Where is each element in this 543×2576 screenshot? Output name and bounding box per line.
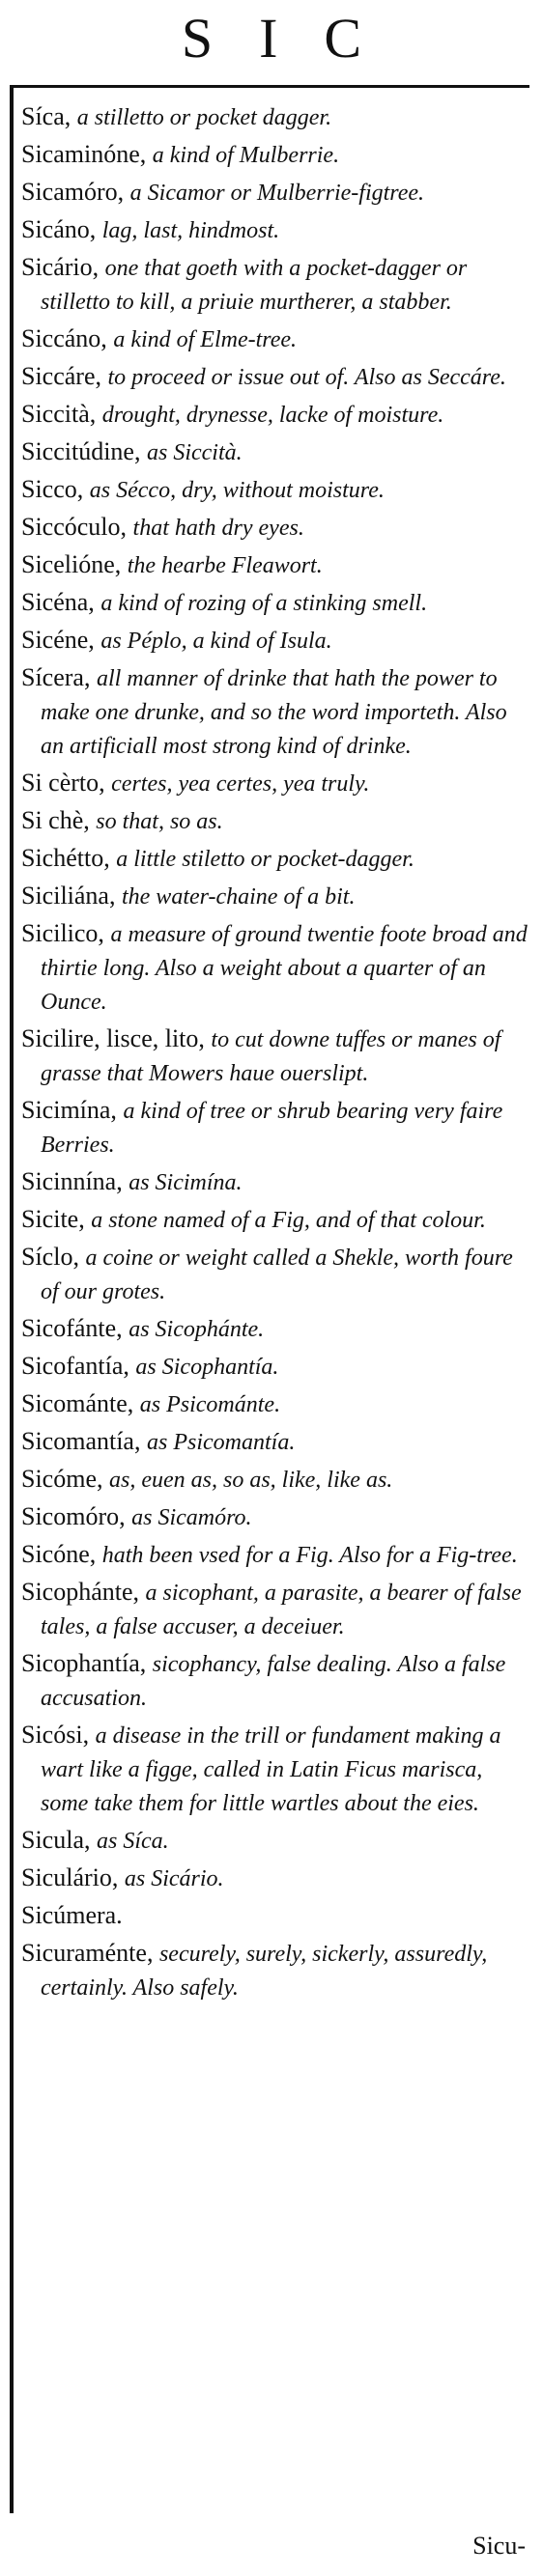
entry-headword: Sicósi, [21, 1721, 90, 1749]
dictionary-entry [21, 1022, 529, 1090]
entry-definition: as Sicamóro. [131, 1505, 252, 1530]
entry-definition: a kind of Mulberrie. [152, 143, 340, 168]
dictionary-entry [21, 880, 529, 913]
entry-definition: the water-chaine of a bit. [121, 884, 356, 910]
entry-definition: a disease in the trill or fundament making a wart like a figge, called in Latin Ficus marisca, some take them for little wartles about the eies. [41, 1723, 501, 1816]
entry-definition: drought, drynesse, lacke of moisture. [101, 403, 444, 428]
entry-headword: Sicéne, [21, 626, 95, 654]
entry-headword: Sicimína, [21, 1096, 117, 1124]
dictionary-entry [21, 398, 529, 432]
entry-definition: as Sicophánte. [129, 1317, 265, 1342]
entry-headword: Sicuraménte, [21, 1939, 154, 1967]
entry-headword: Siciliána, [21, 882, 116, 910]
dictionary-entry [21, 1824, 529, 1858]
entry-headword: Sicula, [21, 1826, 91, 1854]
catchword: Sicu- [472, 2532, 526, 2560]
entry-headword: Si cèrto, [21, 769, 105, 797]
entry-definition: a kind of rozing of a stinking smell. [100, 591, 428, 616]
entry-headword: Sicinnína, [21, 1167, 123, 1195]
dictionary-entry [21, 1647, 529, 1715]
entry-headword: Sícera, [21, 663, 91, 691]
entry-definition: a sicophant, a parasite, a bearer of false tales, a false accuser, a deceiuer. [41, 1581, 522, 1639]
dictionary-entry [21, 661, 529, 763]
entry-headword: Sicamóro, [21, 178, 125, 206]
entry-definition: as Siccità. [146, 440, 243, 465]
entry-definition: as Sicimína. [129, 1170, 243, 1195]
header-rule [10, 85, 529, 88]
entry-definition: as Péplo, a kind of Isula. [100, 629, 332, 654]
entry-definition: as Psicománte. [139, 1392, 281, 1417]
entry-headword: Sicophantía, [21, 1649, 147, 1677]
dictionary-entry [21, 586, 529, 620]
entry-headword: Sicite, [21, 1205, 85, 1233]
entry-definition: to cut downe tuffes or manes of grasse that Mowers haue ouerslipt. [41, 1027, 501, 1086]
left-frame-rule [10, 85, 14, 2513]
entry-definition: as Sicophantía. [135, 1355, 279, 1380]
entry-definition: one that goeth with a pocket-dagger or stilletto to kill, a priuie murtherer, a stabber. [41, 256, 468, 315]
entry-headword: Síca, [21, 102, 71, 130]
entry-definition: sicophancy, false dealing. Also a false accusation. [41, 1652, 506, 1711]
entry-definition: so that, so as. [96, 809, 223, 834]
entry-definition: a measure of ground twentie foote broad and thirtie long. Also a weight about a quarter of an Ounce. [41, 922, 528, 1015]
entry-headword: Siccità, [21, 400, 97, 428]
dictionary-entry [21, 473, 529, 507]
entry-headword: Sichétto, [21, 844, 110, 872]
dictionary-entry [21, 176, 529, 210]
entry-headword: Sicáno, [21, 215, 97, 243]
entry-definition: as Sicário. [124, 1866, 224, 1891]
running-head: SIC [181, 7, 409, 70]
entry-list [21, 100, 529, 2008]
entry-headword: Sicóne, [21, 1540, 97, 1568]
dictionary-entry [21, 1094, 529, 1162]
dictionary-entry [21, 1463, 529, 1497]
entry-definition: a little stiletto or pocket-dagger. [116, 847, 414, 872]
entry-headword: Sicelióne, [21, 550, 122, 578]
dictionary-entry [21, 1387, 529, 1421]
entry-headword: Sicóme, [21, 1465, 103, 1493]
entry-definition: to proceed or issue out of. Also as Seccáre. [107, 365, 506, 390]
dictionary-entry [21, 1350, 529, 1384]
dictionary-entry [21, 511, 529, 545]
entry-definition: all manner of drinke that hath the power to make one drunke, and so the word importeth. Also an artificiall most strong kind of drinke. [41, 666, 507, 759]
dictionary-entry [21, 1203, 529, 1237]
entry-headword: Sicúmera. [21, 1901, 123, 1929]
entry-definition: a stone named of a Fig, and of that colour. [91, 1208, 486, 1233]
entry-headword: Sicaminóne, [21, 140, 147, 168]
entry-definition: the hearbe Fleawort. [127, 553, 323, 578]
dictionary-entry [21, 1576, 529, 1643]
entry-definition: that hath dry eyes. [132, 516, 304, 541]
entry-headword: Sicéna, [21, 588, 95, 616]
entry-headword: Sicilire, lisce, lito, [21, 1024, 205, 1052]
dictionary-entry [21, 213, 529, 247]
entry-definition: lag, last, hindmost. [101, 218, 280, 243]
entry-definition: a stilletto or pocket dagger. [76, 105, 332, 130]
entry-definition: certes, yea certes, yea truly. [111, 771, 370, 797]
dictionary-entry [21, 435, 529, 469]
dictionary-entry [21, 100, 529, 134]
dictionary-entry [21, 767, 529, 800]
entry-headword: Siculário, [21, 1863, 119, 1891]
dictionary-entry [21, 1241, 529, 1308]
entry-definition: a Sicamor or Mulberrie-figtree. [129, 181, 425, 206]
dictionary-entry [21, 322, 529, 356]
dictionary-entry [21, 1165, 529, 1199]
entry-definition: a kind of Elme-tree. [113, 327, 298, 352]
dictionary-entry [21, 842, 529, 876]
entry-definition: securely, surely, sickerly, assuredly, certainly. Also safely. [41, 1942, 488, 2001]
entry-headword: Sicofantía, [21, 1352, 129, 1380]
dictionary-entry [21, 1312, 529, 1346]
dictionary-entry [21, 917, 529, 1019]
dictionary-entry [21, 548, 529, 582]
entry-definition: as Psicomantía. [146, 1430, 296, 1455]
dictionary-entry [21, 1862, 529, 1895]
entry-definition: a kind of tree or shrub bearing very faire Berries. [41, 1099, 503, 1158]
entry-headword: Sicomóro, [21, 1502, 126, 1530]
entry-headword: Siccitúdine, [21, 437, 141, 465]
entry-headword: Sicophánte, [21, 1578, 140, 1606]
entry-headword: Si chè, [21, 806, 90, 834]
dictionary-entry [21, 138, 529, 172]
dictionary-entry [21, 1937, 529, 2004]
entry-headword: Siccáno, [21, 324, 107, 352]
entry-definition: a coine or weight called a Shekle, worth foure of our grotes. [41, 1246, 513, 1304]
entry-definition: as Síca. [97, 1829, 169, 1854]
entry-headword: Siccóculo, [21, 513, 128, 541]
entry-headword: Siccáre, [21, 362, 102, 390]
entry-headword: Sicário, [21, 253, 100, 281]
entry-headword: Síclo, [21, 1243, 79, 1271]
entry-definition: as Sécco, dry, without moisture. [89, 478, 385, 503]
entry-definition: as, euen as, so as, like, like as. [109, 1468, 393, 1493]
entry-headword: Sicilico, [21, 919, 104, 947]
entry-definition: hath been vsed for a Fig. Also for a Fig-tree. [101, 1543, 518, 1568]
entry-headword: Sicofánte, [21, 1314, 123, 1342]
dictionary-entry [21, 1500, 529, 1534]
dictionary-entry [21, 624, 529, 658]
dictionary-entry [21, 360, 529, 394]
dictionary-entry [21, 1425, 529, 1459]
entry-headword: Sicomantía, [21, 1427, 141, 1455]
dictionary-entry [21, 1538, 529, 1572]
dictionary-entry [21, 1899, 529, 1933]
dictionary-entry [21, 251, 529, 319]
dictionary-entry [21, 804, 529, 838]
entry-headword: Sicco, [21, 475, 84, 503]
entry-headword: Sicománte, [21, 1389, 134, 1417]
dictionary-entry [21, 1719, 529, 1820]
